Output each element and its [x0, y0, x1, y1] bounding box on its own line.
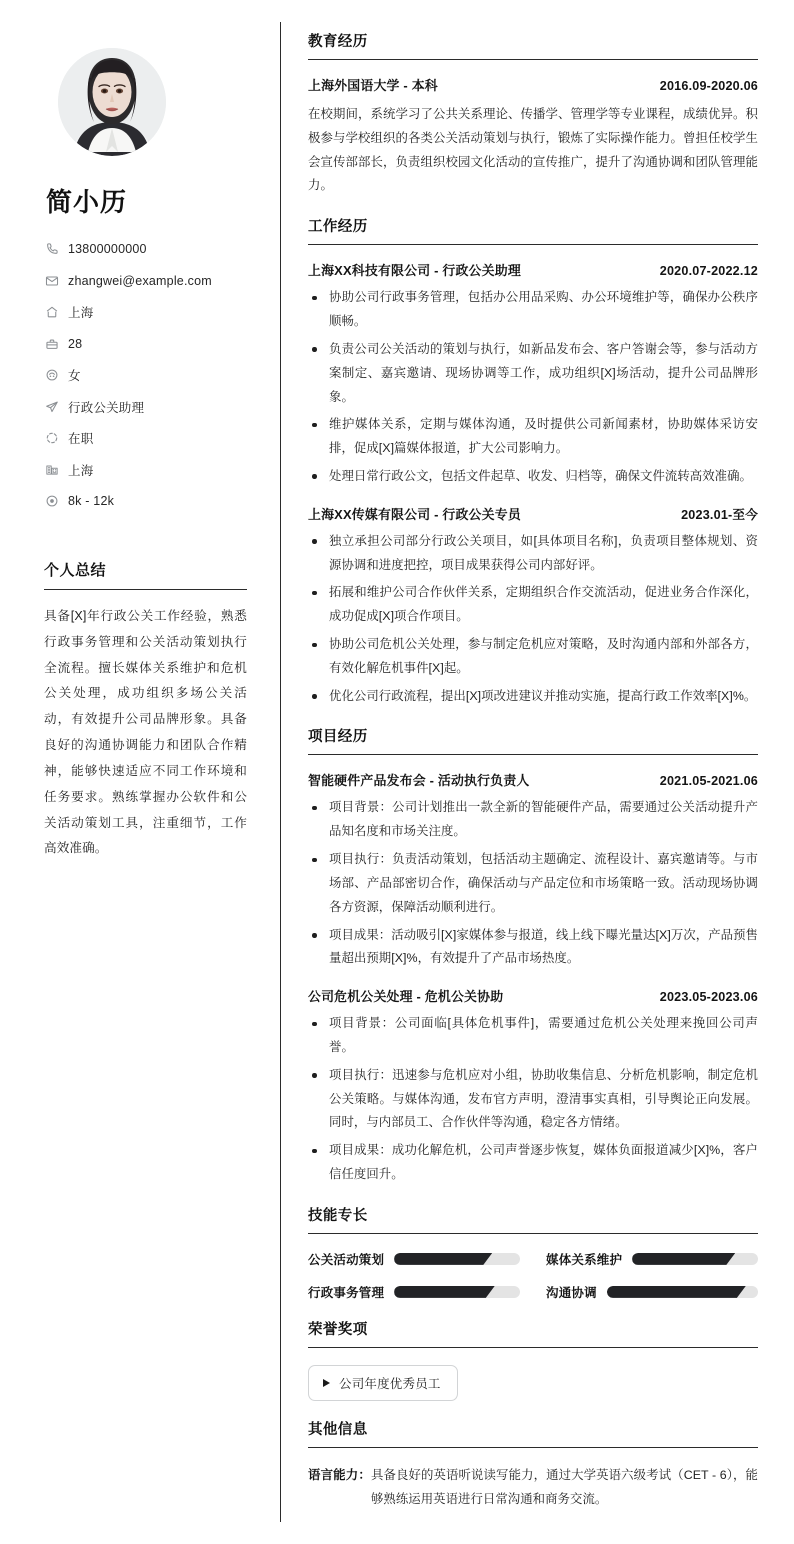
skill-row [308, 1283, 520, 1301]
entry-title: 智能硬件产品发布会 - 活动执行负责人 [308, 773, 530, 789]
contact-item-age [44, 332, 247, 356]
contact-value: 上海 [68, 306, 94, 320]
list-item: 维护媒体关系，定期与媒体沟通，及时提供公司新闻素材，协助媒体采访安排，促成[X]篇媒体报道，扩大公司影响力。 [308, 413, 758, 461]
skill-row [546, 1283, 758, 1301]
entry-date: 2023.01-至今 [681, 507, 758, 522]
phone-icon [44, 242, 59, 257]
salary-icon [44, 494, 59, 509]
summary-text: 具备[X]年行政公关工作经验，熟悉行政事务管理和公关活动策划执行全流程。擅长媒体关系维护和危机公关处理，成功组织多场公关活动，有效提升公司品牌形象。具备良好的沟通协调能力和团队合作精神，能够快速适应不同工作环境和任务要求。熟练掌握办公软件和公关活动策划工具，注重细节，工作高效准确。 [44, 609, 247, 856]
briefcase-icon [44, 336, 59, 351]
section-heading-other: 其他信息 [308, 1418, 758, 1448]
contact-item-email [44, 269, 247, 293]
list-item: 项目背景：公司计划推出一款全新的智能硬件产品，需要通过公关活动提升产品知名度和市场关注度。 [308, 796, 758, 844]
entry-date: 2020.07-2022.12 [659, 264, 758, 279]
education-entry [308, 75, 758, 198]
skill-label: 公关活动策划 [308, 1252, 385, 1267]
section-other [308, 1418, 758, 1512]
entry-date: 2021.05-2021.06 [659, 774, 758, 789]
page-title: 简小历 [46, 187, 128, 217]
entry-header [308, 770, 758, 789]
entry-header [308, 986, 758, 1005]
entry-header [308, 75, 758, 94]
section-heading-skills: 技能专长 [308, 1204, 758, 1234]
section-work [308, 215, 758, 708]
entry-header [308, 260, 758, 279]
section-heading-education: 教育经历 [308, 30, 758, 60]
sidebar [0, 0, 281, 1544]
section-education [308, 30, 758, 198]
project-entry [308, 770, 758, 971]
contact-value: 28 [68, 336, 83, 351]
section-heading-projects: 项目经历 [308, 725, 758, 755]
contact-value: 上海 [68, 463, 94, 478]
entry-date: 2016.09-2020.06 [659, 79, 758, 93]
skill-label: 沟通协调 [546, 1285, 597, 1300]
list-item: 处理日常行政公文，包括文件起草、收发、归档等，确保文件流转高效准确。 [308, 465, 758, 489]
portrait-photo-icon [58, 48, 166, 156]
home-icon [44, 305, 59, 320]
list-item: 项目成果：成功化解危机，公司声誉逐步恢复，媒体负面报道减少[X]%，客户信任度回升。 [308, 1139, 758, 1187]
contact-value: 女 [68, 369, 81, 383]
skill-row [308, 1250, 520, 1268]
bullet-list [308, 796, 758, 971]
other-info-label: 语言能力： [308, 1467, 371, 1482]
contact-value: 在职 [68, 432, 94, 446]
gender-icon [44, 368, 59, 383]
list-item: 拓展和维护公司合作伙伴关系，定期组织合作交流活动，促进业务合作深化，成功促成[X]项合作项目。 [308, 581, 758, 629]
contact-value: 行政公关助理 [68, 400, 145, 415]
section-heading-awards: 荣誉奖项 [308, 1318, 758, 1348]
list-item: 项目执行：迅速参与危机应对小组，协助收集信息、分析危机影响，制定危机公关策略。与媒体沟通，发布官方声明，澄清事实真相，引导舆论正向发展。同时，与内部员工、合作伙伴等沟通，稳定各方情绪。 [308, 1064, 758, 1135]
list-item: 优化公司行政流程，提出[X]项改进建议并推动实施，提高行政工作效率[X]%。 [308, 685, 758, 709]
section-skills [308, 1204, 758, 1301]
list-item: 协助公司危机公关处理，参与制定危机应对策略，及时沟通内部和外部各方，有效化解危机事件[X]起。 [308, 633, 758, 681]
list-item: 独立承担公司部分行政公关项目，如[具体项目名称]，负责项目整体规划、资源协调和进度把控，项目成果获得公司内部好评。 [308, 530, 758, 578]
skill-progress-fill [607, 1286, 746, 1298]
contact-value: zhangwei@example.com [68, 273, 212, 288]
contact-item-location [44, 300, 247, 324]
section-awards [308, 1318, 758, 1401]
entry-title: 公司危机公关处理 - 危机公关协助 [308, 989, 504, 1005]
section-summary [44, 559, 247, 862]
skills-grid [308, 1250, 758, 1301]
work-entry [308, 504, 758, 709]
building-icon [44, 462, 59, 477]
status-circle-icon [44, 431, 59, 446]
envelope-icon [44, 273, 59, 288]
project-entry [308, 986, 758, 1187]
skill-progress-bar [632, 1253, 758, 1265]
work-entry [308, 260, 758, 489]
skill-progress-fill [394, 1253, 492, 1265]
list-item: 协助公司行政事务管理，包括办公用品采购、办公环境维护等，确保办公秩序顺畅。 [308, 286, 758, 334]
skill-progress-bar [607, 1286, 758, 1298]
skill-progress-bar [394, 1286, 520, 1298]
contact-list [44, 237, 247, 513]
contact-item-position [44, 395, 247, 419]
contact-value: 13800000000 [68, 242, 147, 256]
award-label: 公司年度优秀员工 [339, 1376, 441, 1391]
contact-item-salary [44, 489, 247, 513]
main-content [281, 0, 794, 1544]
skill-label: 媒体关系维护 [546, 1252, 623, 1267]
bullet-list [308, 530, 758, 709]
award-chip [308, 1365, 458, 1401]
other-info-value: 具备良好的英语听说读写能力，通过大学英语六级考试（CET - 6），能够熟练运用英语进行日常沟通和商务交流。 [370, 1467, 758, 1506]
contact-item-city [44, 458, 247, 482]
entry-description: 在校期间，系统学习了公共关系理论、传播学、管理学等专业课程，成绩优异。积极参与学校组织的各类公关活动策划与执行，锻炼了实际操作能力。曾担任校学生会宣传部部长，负责组织校园文化活动的宣传推广，提升了沟通协调和团队管理能力。 [308, 107, 758, 193]
contact-value: 8k - 12k [68, 494, 115, 508]
contact-item-status [44, 426, 247, 450]
list-item: 项目背景：公司面临[具体危机事件]，需要通过危机公关处理来挽回公司声誉。 [308, 1012, 758, 1060]
list-item: 项目执行：负责活动策划，包括活动主题确定、流程设计、嘉宾邀请等。与市场部、产品部密切合作，确保活动与产品定位和市场策略一致。活动现场协调各方资源，保障活动顺利进行。 [308, 848, 758, 919]
paper-plane-icon [44, 399, 59, 414]
section-heading-summary: 个人总结 [44, 559, 247, 590]
skill-progress-fill [632, 1253, 735, 1265]
section-projects [308, 725, 758, 1186]
skill-label: 行政事务管理 [308, 1285, 385, 1300]
list-item: 项目成果：活动吸引[X]家媒体参与报道，线上线下曝光量达[X]万次，产品预售量超出预期[X]%，有效提升了产品市场热度。 [308, 924, 758, 972]
avatar [58, 48, 166, 156]
entry-title: 上海XX科技有限公司 - 行政公关助理 [308, 263, 521, 279]
skill-progress-fill [394, 1286, 495, 1298]
awards-list [308, 1365, 758, 1401]
play-triangle-icon [323, 1379, 330, 1387]
bullet-list [308, 286, 758, 489]
bullet-list [308, 1012, 758, 1187]
skill-progress-bar [394, 1253, 520, 1265]
contact-item-gender [44, 363, 247, 387]
contact-item-phone [44, 237, 247, 261]
entry-title: 上海外国语大学 - 本科 [308, 78, 438, 93]
entry-header [308, 504, 758, 523]
list-item: 负责公司公关活动的策划与执行，如新品发布会、客户答谢会等，参与活动方案制定、嘉宾邀请、现场协调等工作，成功组织[X]场活动，提升公司品牌形象。 [308, 338, 758, 409]
skill-row [546, 1250, 758, 1268]
entry-title: 上海XX传媒有限公司 - 行政公关专员 [308, 506, 521, 522]
section-heading-work: 工作经历 [308, 215, 758, 245]
other-info-row [308, 1464, 758, 1512]
entry-date: 2023.05-2023.06 [659, 990, 758, 1005]
